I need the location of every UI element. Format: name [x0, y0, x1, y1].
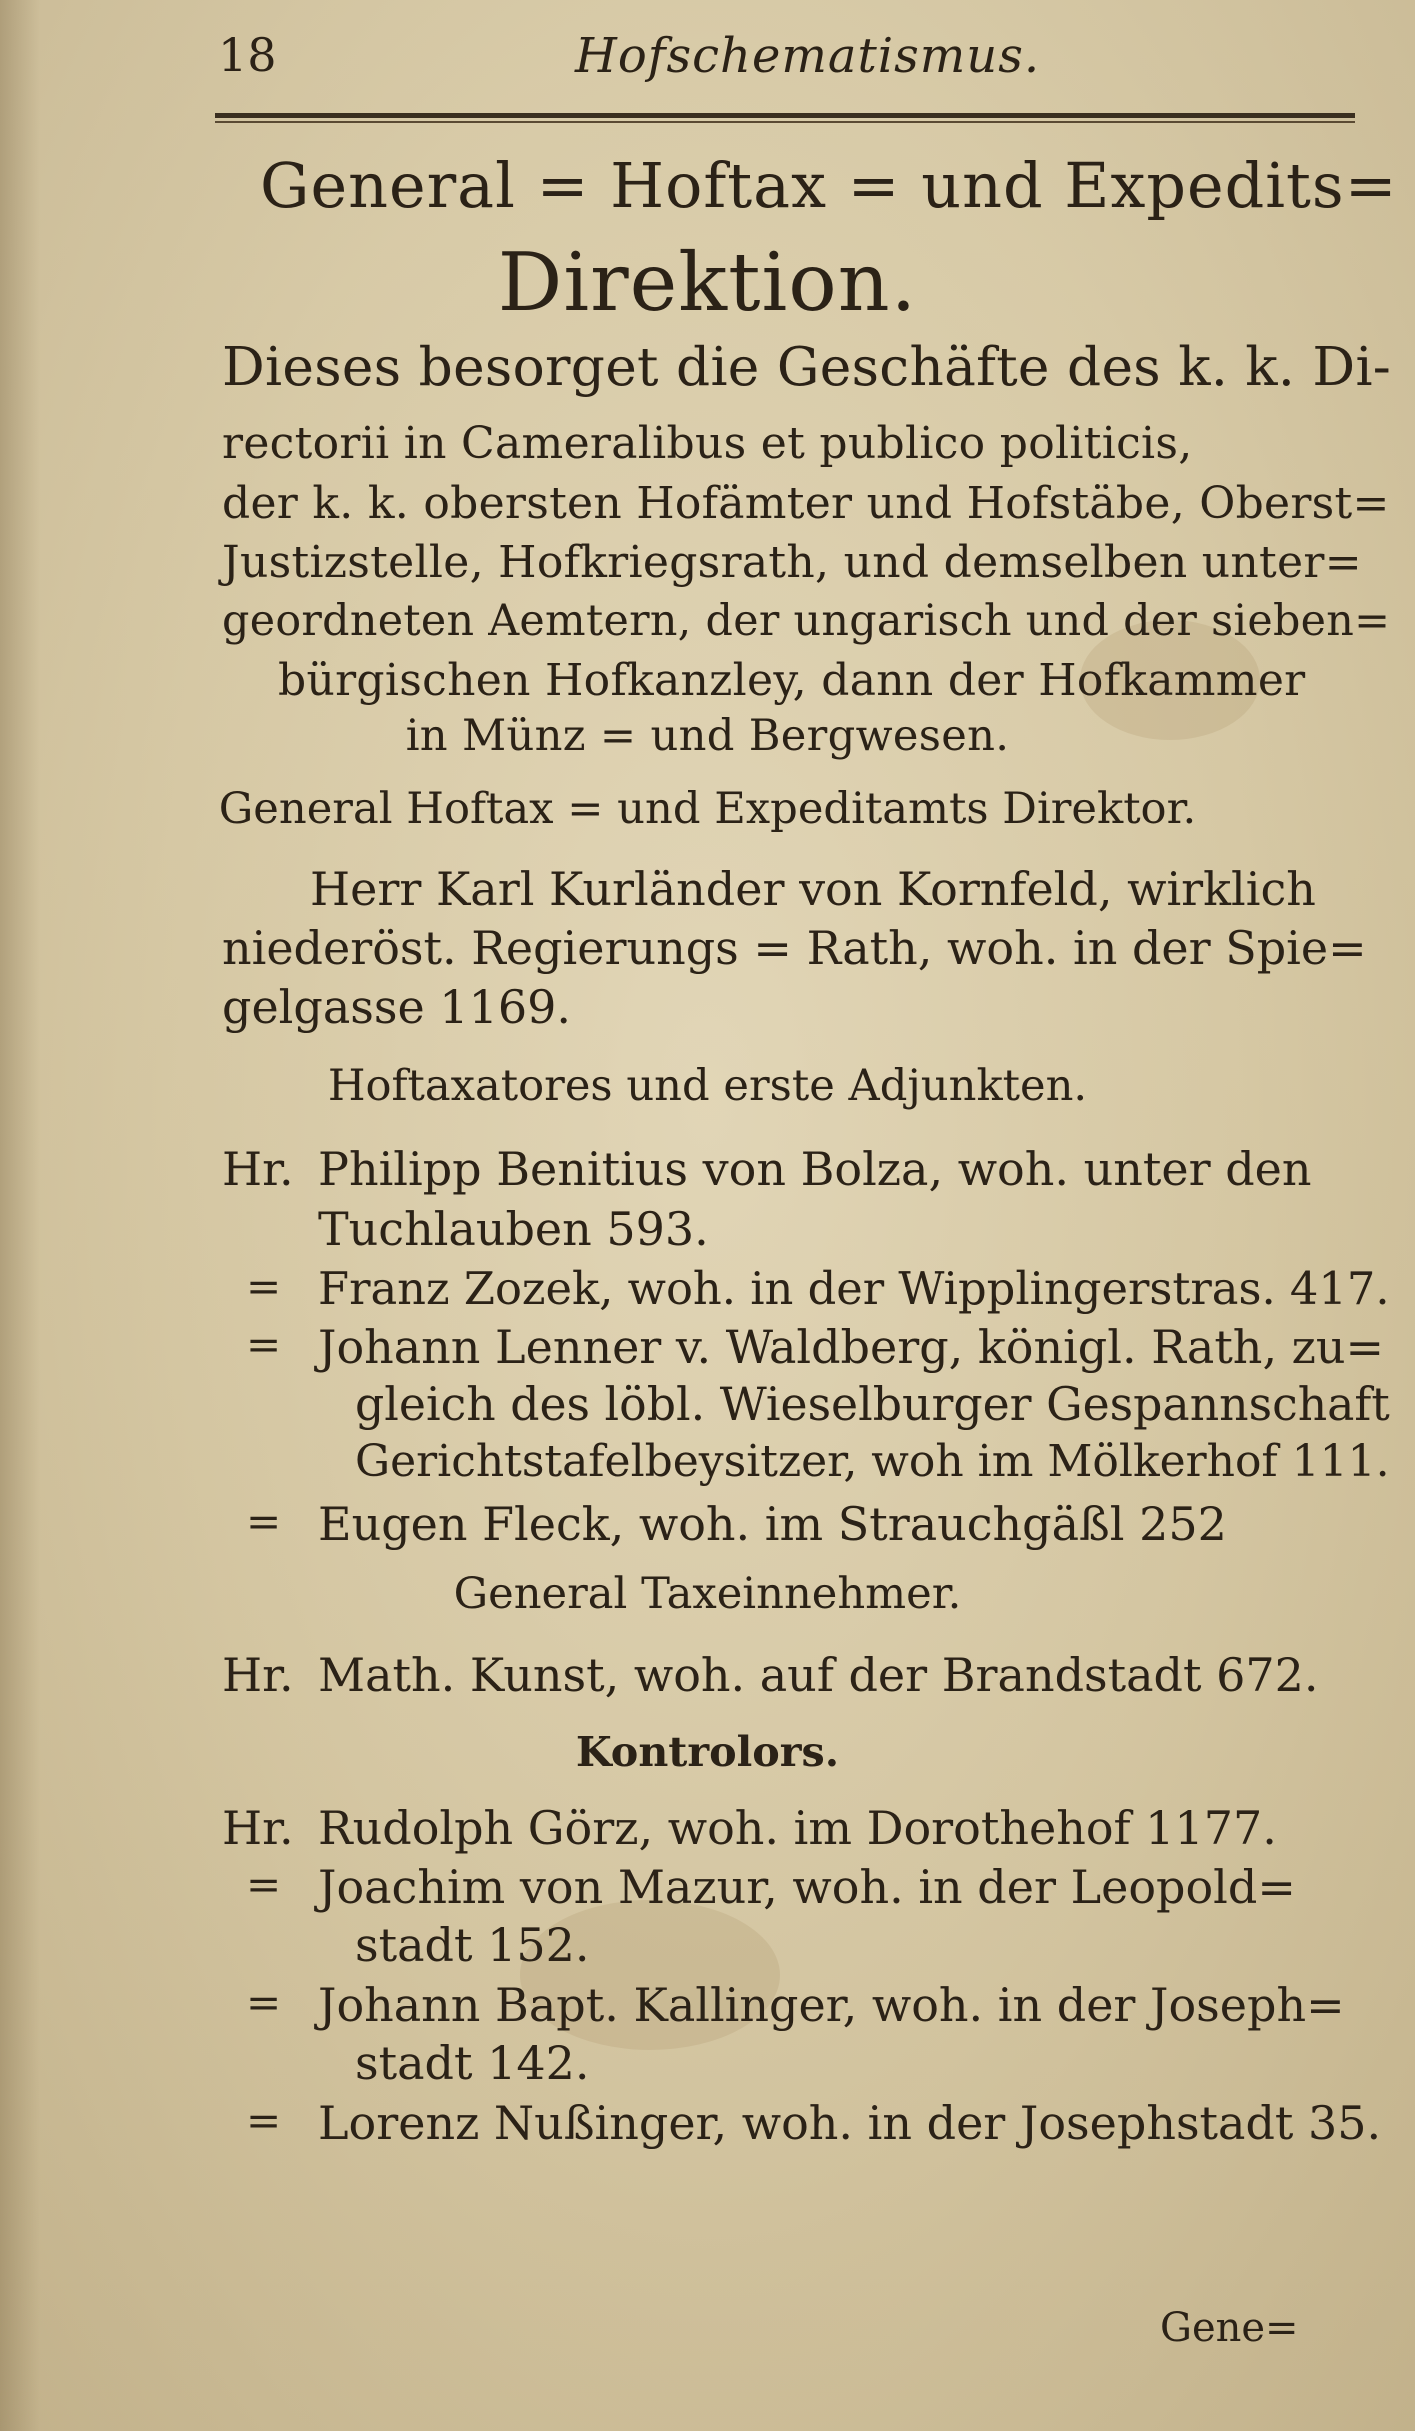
intro-line: Dieses besorget die Geschäfte des k. k. Di-	[222, 336, 1392, 398]
header-rule-thin	[215, 121, 1355, 123]
entry-text: Tuchlauben 593.	[318, 1202, 709, 1256]
page-number: 18	[218, 28, 277, 82]
intro-line: Justizstelle, Hofkriegsrath, und demselben unter=	[222, 537, 1362, 588]
ditto-mark: =	[246, 1497, 282, 1546]
entry-prefix: Hr.	[222, 1648, 294, 1702]
ditto-mark: =	[246, 1262, 282, 1311]
running-title: Hofschematismus.	[575, 28, 1041, 84]
ditto-mark: =	[246, 2096, 282, 2145]
intro-line: in Münz = und Bergwesen.	[405, 711, 1010, 761]
entry-text: Eugen Fleck, woh. im Strauchgäßl 252	[318, 1497, 1227, 1551]
intro-line: der k. k. obersten Hofämter und Hofstäbe, Oberst=	[222, 478, 1390, 529]
ditto-mark: =	[246, 1320, 282, 1369]
intro-line: geordneten Aemtern, der ungarisch und der sieben=	[222, 596, 1391, 646]
entry-prefix: Hr.	[222, 1142, 294, 1196]
entry-prefix: Hr.	[222, 1801, 294, 1855]
entry-text: Gerichtstafelbeysitzer, woh im Mölkerhof 111.	[355, 1436, 1390, 1487]
entry-text: Joachim von Mazur, woh. in der Leopold=	[318, 1860, 1296, 1914]
entry-text: Lorenz Nußinger, woh. in der Josephstadt 35.	[318, 2096, 1382, 2150]
entry-text: gleich des löbl. Wieselburger Gespannschaft	[355, 1378, 1390, 1431]
entry-text: Johann Lenner v. Waldberg, königl. Rath, zu=	[318, 1320, 1385, 1374]
catchword: Gene=	[1160, 2305, 1299, 2351]
entry-text: stadt 152.	[355, 1918, 590, 1972]
entry-text: Rudolph Görz, woh. im Dorothehof 1177.	[318, 1801, 1277, 1855]
director-line: Herr Karl Kurländer von Kornfeld, wirklich	[310, 862, 1316, 916]
ditto-mark: =	[246, 1860, 282, 1909]
ditto-mark: =	[246, 1978, 282, 2027]
director-line: gelgasse 1169.	[222, 980, 571, 1034]
page-title-line-1: General = Hoftax = und Expedits=	[260, 150, 1398, 222]
section-heading-director: General Hoftax = und Expeditamts Direktor.	[218, 784, 1197, 834]
header-rule	[215, 113, 1355, 118]
section-heading-einnehmer: General Taxeinnehmer.	[453, 1569, 962, 1619]
intro-line: bürgischen Hofkanzley, dann der Hofkammer	[278, 655, 1306, 706]
section-heading-kontrolors: Kontrolors.	[575, 1727, 840, 1776]
entry-text: Math. Kunst, woh. auf der Brandstadt 672.	[318, 1648, 1319, 1702]
entry-text: stadt 142.	[355, 2036, 590, 2090]
intro-line: rectorii in Cameralibus et publico politicis,	[222, 418, 1193, 469]
director-line: niederöst. Regierungs = Rath, woh. in der Spie=	[222, 921, 1367, 975]
section-heading-taxatores: Hoftaxatores und erste Adjunkten.	[327, 1061, 1088, 1111]
entry-text: Johann Bapt. Kallinger, woh. in der Joseph=	[318, 1978, 1345, 2032]
entry-text: Philipp Benitius von Bolza, woh. unter den	[318, 1142, 1312, 1196]
entry-text: Franz Zozek, woh. in der Wipplingerstras. 417.	[318, 1262, 1390, 1315]
page-title-line-2: Direktion.	[497, 235, 918, 329]
